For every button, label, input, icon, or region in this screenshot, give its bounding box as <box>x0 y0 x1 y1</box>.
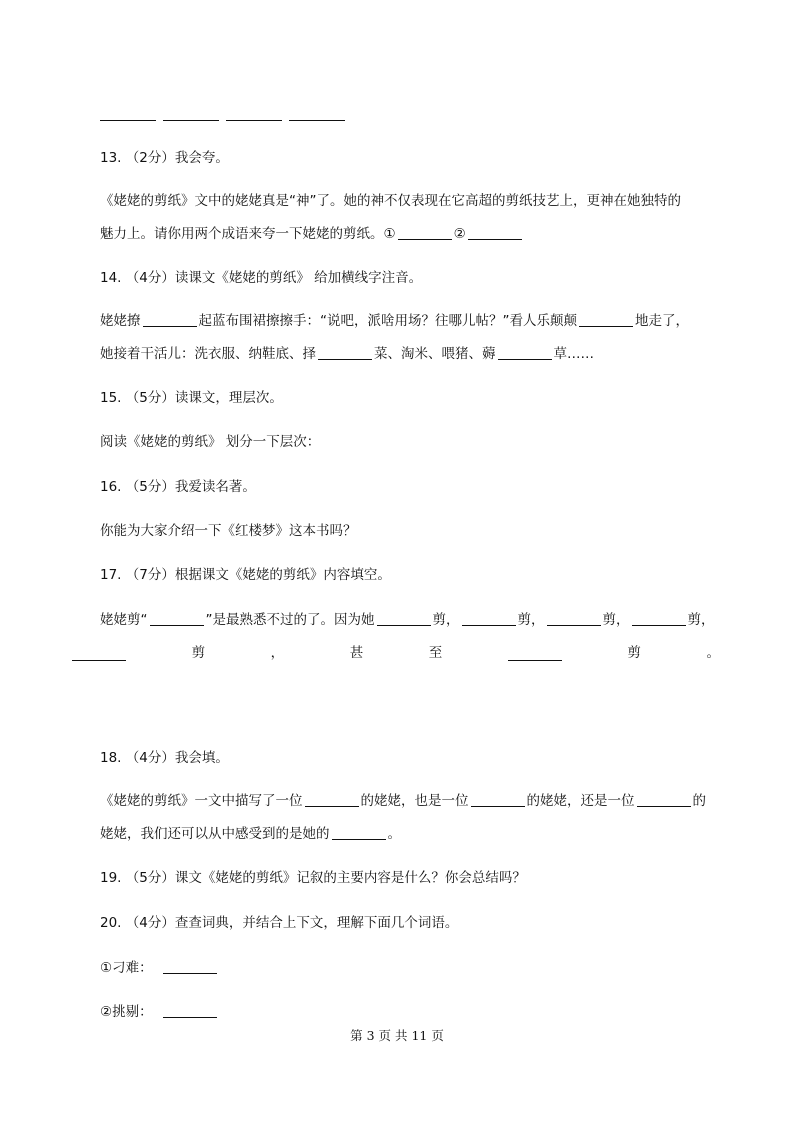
answer-blank[interactable] <box>471 792 525 807</box>
answer-blank[interactable] <box>143 312 197 327</box>
answer-blank[interactable] <box>318 345 372 360</box>
answer-blank[interactable] <box>226 108 282 121</box>
answer-blank[interactable] <box>398 225 452 240</box>
answer-blank[interactable] <box>508 646 562 661</box>
answer-blank[interactable] <box>163 108 219 121</box>
q19-heading: 19. （5分）课文《姥姥的剪纸》记叙的主要内容是什么？你会总结吗？ <box>100 870 526 886</box>
answer-blank[interactable] <box>72 646 126 661</box>
answer-blank[interactable] <box>468 225 522 240</box>
answer-blank[interactable] <box>163 959 217 974</box>
q13-text: ② <box>453 226 466 242</box>
answer-blank[interactable] <box>632 611 686 626</box>
q18-text: 的姥姥，还是一位 <box>526 793 635 809</box>
q17-text: 剪 <box>432 612 446 628</box>
answer-blank[interactable] <box>305 792 359 807</box>
q17-text: ， <box>446 612 460 628</box>
q18-text: 《姥姥的剪纸》一文中描写了一位 <box>100 793 303 809</box>
q17-body-line2 <box>72 641 720 661</box>
q18-body-line2 <box>100 824 401 844</box>
q17-text: ， <box>701 612 715 628</box>
q17-text: ， <box>616 612 630 628</box>
q17-text: 剪 <box>627 645 641 661</box>
q17-text: ， <box>531 612 545 628</box>
q14-text: 菜、淘米、喂猪、薅 <box>374 346 496 362</box>
q16-body: 你能为大家介绍一下《红楼梦》这本书吗？ <box>100 523 357 539</box>
q17-heading: 17. （7分）根据课文《姥姥的剪纸》内容填空。 <box>100 567 391 583</box>
q20-item-1 <box>100 958 219 978</box>
q13-heading: 13. （2分）我会夸。 <box>100 150 229 166</box>
answer-blank[interactable] <box>289 108 345 121</box>
q18-text: 姥姥，我们还可以从中感受到的是她的 <box>100 826 330 842</box>
answer-blank[interactable] <box>579 312 633 327</box>
page-footer: 第 3 页 共 11 页 <box>350 1028 444 1043</box>
q17-text: 剪 <box>517 612 531 628</box>
answer-blank[interactable] <box>377 611 431 626</box>
q17-text: 。 <box>706 645 720 661</box>
q20-term: ②挑剔： <box>100 1004 153 1020</box>
answer-blank[interactable] <box>498 345 552 360</box>
q14-text: 起蓝布围裙擦擦手：“说吧，派啥用场？往哪儿帖？”看人乐颠颠 <box>198 313 577 329</box>
answer-blank[interactable] <box>332 825 386 840</box>
answer-blank[interactable] <box>150 611 204 626</box>
q18-body-line1 <box>100 791 706 811</box>
q14-heading: 14. （4分）读课文《姥姥的剪纸》 给加横线字注音。 <box>100 270 423 286</box>
answer-blank[interactable] <box>100 108 156 121</box>
q17-text: 至 <box>428 645 443 661</box>
q16-heading: 16. （5分）我爱读名著。 <box>100 479 256 495</box>
answer-blank[interactable] <box>462 611 516 626</box>
q13-body-line1: 《姥姥的剪纸》文中的姥姥真是“神”了。她的神不仅表现在它高超的剪纸技艺上，更神在她独特的 <box>100 193 681 209</box>
q14-text: 姥姥撩 <box>100 313 141 329</box>
q17-text: 剪 <box>191 645 206 661</box>
q13-text: 魅力上。请你用两个成语来夸一下姥姥的剪纸。① <box>100 226 396 242</box>
q14-text: 草…… <box>553 346 594 362</box>
answer-blank[interactable] <box>637 792 691 807</box>
answer-blank[interactable] <box>547 611 601 626</box>
q15-heading: 15. （5分）读课文，理层次。 <box>100 390 283 406</box>
q17-text: 甚 <box>349 645 364 661</box>
q18-text: 。 <box>387 826 401 842</box>
q14-text: 她接着干活儿：洗衣服、纳鞋底、择 <box>100 346 316 362</box>
q17-text: 剪 <box>687 612 701 628</box>
q14-text: 地走了， <box>635 313 689 329</box>
q18-text: 的 <box>692 793 706 809</box>
q18-text: 的姥姥，也是一位 <box>360 793 469 809</box>
q13-body-line2 <box>100 224 524 244</box>
q14-body-line2 <box>100 344 594 364</box>
q20-heading: 20. （4分）查查词典，并结合上下文，理解下面几个词语。 <box>100 915 459 931</box>
q20-term: ①刁难： <box>100 960 153 976</box>
answer-blanks-row <box>100 106 352 125</box>
q17-body-line1 <box>100 610 715 630</box>
q15-body: 阅读《姥姥的剪纸》 划分一下层次： <box>100 434 321 450</box>
answer-blank[interactable] <box>163 1003 217 1018</box>
q18-heading: 18. （4分）我会填。 <box>100 750 229 766</box>
q17-text: 姥姥剪“ <box>100 612 148 628</box>
q14-body-line1 <box>100 311 689 331</box>
q17-text: ”是最熟悉不过的了。因为她 <box>205 612 375 628</box>
q17-text: ， <box>270 645 285 661</box>
q17-text: 剪 <box>602 612 616 628</box>
q20-item-2 <box>100 1002 219 1022</box>
